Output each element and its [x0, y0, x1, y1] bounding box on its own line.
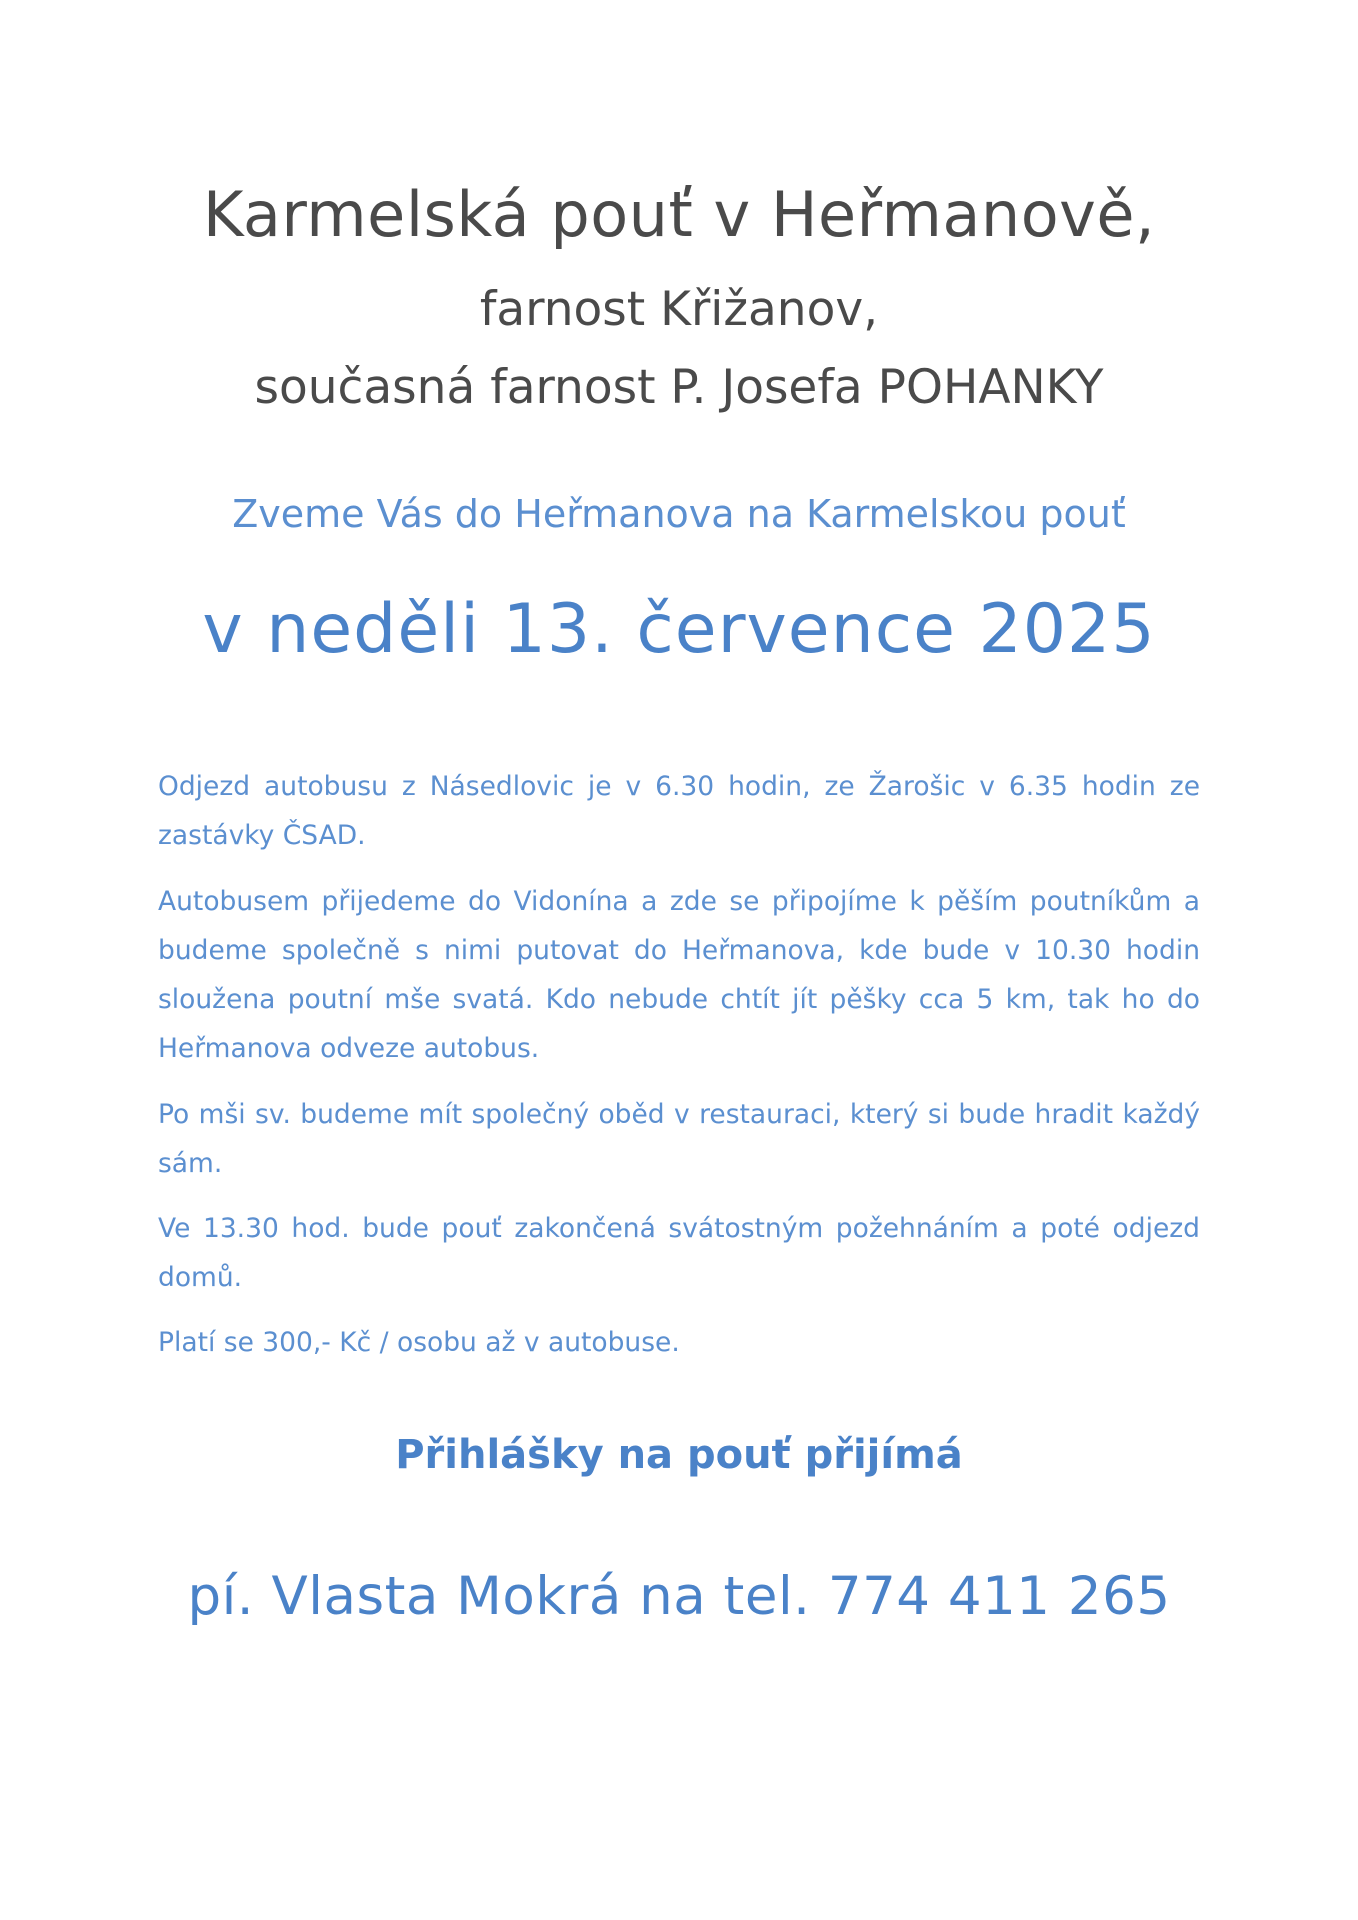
paragraph-lunch: Po mši sv. budeme mít společný oběd v restauraci, který si bude hradit každý sám. — [158, 1099, 1200, 1179]
current-parish-subtitle: současná farnost P. Josefa POHANKY — [254, 360, 1104, 415]
paragraph-departure: Odjezd autobusu z Násedlovic je v 6.30 hodin, ze Žarošic v 6.35 hodin ze zastávky ČSAD. — [158, 771, 1200, 851]
registration-heading: Přihlášky na pouť přijímá — [395, 1432, 963, 1478]
page-title: Karmelská pouť v Heřmanově, — [202, 178, 1156, 251]
paragraph-price: Platí se 300,- Kč / osobu až v autobuse. — [158, 1327, 680, 1358]
registration-contact: pí. Vlasta Mokrá na tel. 774 411 265 — [187, 1566, 1171, 1627]
paragraph-closing: Ve 13.30 hod. bude pouť zakončená svátostným požehnáním a poté odjezd domů. — [158, 1213, 1200, 1293]
parish-subtitle: farnost Křižanov, — [479, 282, 879, 337]
paragraph-route: Autobusem přijedeme do Vidonína a zde se připojíme k pěším poutníkům a budeme společně s nimi putovat do Heřmanova, kde bude v 10.30 hodin sloužena poutní mše svatá. Kdo nebude chtít jít pěšky cca 5 km, tak ho do Heřmanova odveze autobus. — [158, 886, 1200, 1064]
event-date: v neděli 13. července 2025 — [202, 590, 1156, 669]
invitation-text: Zveme Vás do Heřmanova na Karmelskou pouť — [232, 492, 1126, 536]
